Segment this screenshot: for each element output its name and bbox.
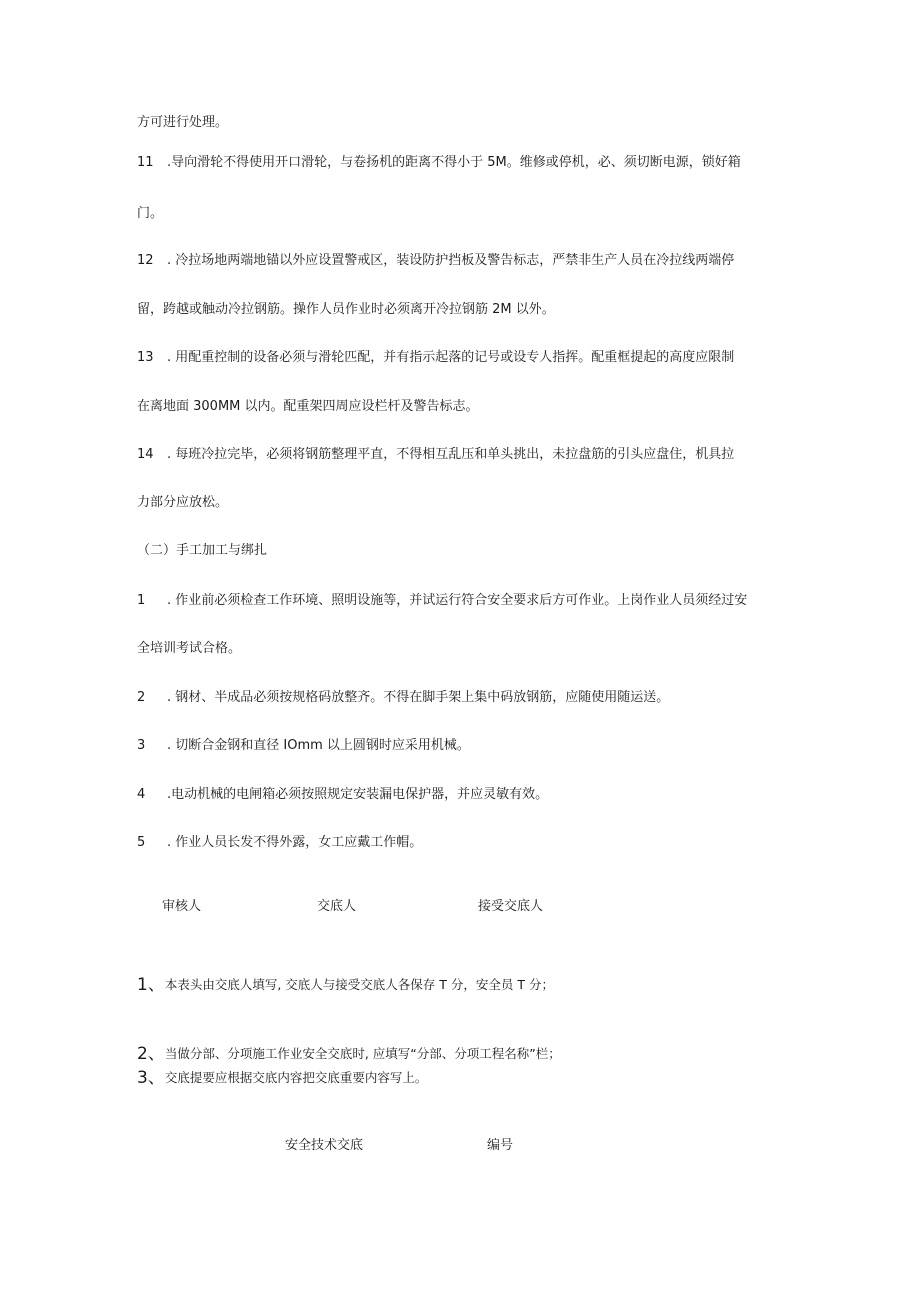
- item-continuation: 留，跨越或触动冷拉钢筋。操作人员作业时必须离开冷拉钢筋 2M 以外。: [137, 302, 555, 317]
- item-number: 11: [137, 155, 154, 170]
- form-number-label: 编号: [487, 1138, 514, 1153]
- item-number: 12: [137, 253, 154, 268]
- item-text: .导向滑轮不得使用开口滑轮，与卷扬机的距离不得小于 5M。维修或停机，必、须切断电源，锁好箱: [167, 155, 741, 170]
- item-text: . 作业人员长发不得外露，女工应戴工作帽。: [167, 835, 423, 850]
- note-number: 3、: [137, 1068, 165, 1088]
- item-text: . 每班冷拉完毕，必须将钢筋整理平直，不得相互乱压和单头挑出，未拉盘筋的引头应盘住，机具拉: [167, 447, 735, 462]
- section-heading: （二）手工加工与绑扎: [137, 543, 268, 558]
- note-text: 交底提要应根据交底内容把交底重要内容写上。: [164, 1070, 428, 1085]
- item-number: 2: [137, 690, 146, 705]
- list-item: [137, 737, 470, 755]
- list-item: [137, 446, 734, 464]
- item-number: 4: [137, 787, 146, 802]
- note-item: [137, 1044, 561, 1064]
- item-number: 13: [137, 350, 154, 365]
- item-continuation: 全培训考试合格。: [137, 641, 242, 656]
- item-number: 5: [137, 835, 146, 850]
- item-continuation: 力部分应放松。: [137, 495, 229, 510]
- item-number: 3: [137, 738, 146, 753]
- item-continuation: 门。: [137, 206, 164, 221]
- reviewer-label: 审核人: [162, 899, 202, 914]
- note-number: 2、: [137, 1044, 165, 1064]
- item-text: . 用配重控制的设备必须与滑轮匹配，并有指示起落的记号或设专人指挥。配重框提起的高度应限制: [167, 350, 735, 365]
- list-item: [137, 689, 669, 707]
- item-text: .电动机械的电闸箱必须按照规定安装漏电保护器，并应灵敏有效。: [167, 787, 549, 802]
- list-item: [137, 592, 747, 610]
- note-text: 当做分部、分项施工作业安全交底时, 应填写“分部、分项工程名称”栏；: [164, 1046, 561, 1061]
- item-text: . 切断合金钢和直径 IOmm 以上圆钢时应采用机械。: [167, 738, 470, 753]
- intro-tail-line: 方可进行处理。: [137, 115, 229, 130]
- receiver-label: 接受交底人: [478, 899, 544, 914]
- item-continuation: 在离地面 300MM 以内。配重架四周应设栏杆及警告标志。: [137, 399, 479, 414]
- list-item: [137, 154, 741, 172]
- note-item: [137, 1068, 427, 1088]
- list-item: [137, 786, 548, 804]
- item-number: 14: [137, 447, 154, 462]
- list-item: [137, 834, 422, 852]
- note-text: 本表头由交底人填写, 交底人与接受交底人各保存 T 分，安全员 T 分；: [164, 977, 554, 992]
- list-item: [137, 252, 734, 270]
- item-text: . 冷拉场地两端地锚以外应设置警戒区，装设防护挡板及警告标志，严禁非生产人员在冷拉线两端停: [167, 253, 735, 268]
- discloser-label: 交底人: [317, 899, 357, 914]
- item-number: 1: [137, 593, 146, 608]
- form-title: 安全技术交底: [285, 1138, 364, 1153]
- item-text: . 钢材、半成品必须按规格码放整齐。不得在脚手架上集中码放钢筋，应随使用随运送。: [167, 690, 670, 705]
- note-number: 1、: [137, 975, 165, 995]
- item-text: . 作业前必须检查工作环境、照明设施等，并试运行符合安全要求后方可作业。上岗作业人员须经过安: [167, 593, 748, 608]
- list-item: [137, 349, 734, 367]
- note-item: [137, 975, 554, 995]
